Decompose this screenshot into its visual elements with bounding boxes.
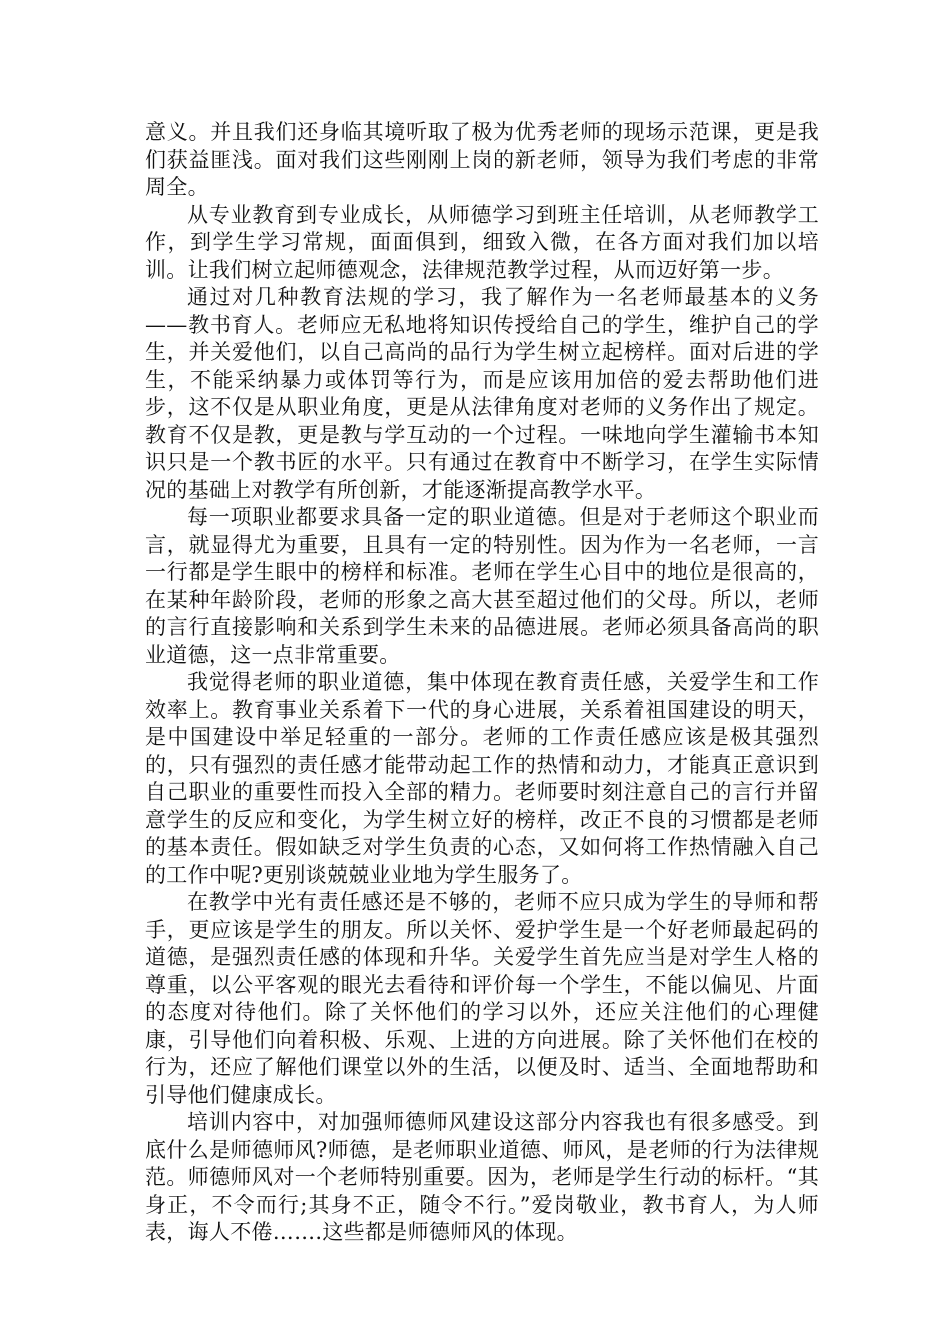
document-body xyxy=(145,119,819,1247)
paragraph-2: 从专业教育到专业成长，从师德学习到班主任培训，从老师教学工作，到学生学习常规，面面俱到，细致入微，在各方面对我们加以培训。让我们树立起师德观念，法律规范教学过程，从而迈好第一步。 xyxy=(145,202,819,282)
paragraph-5: 我觉得老师的职业道德，集中体现在教育责任感，关爱学生和工作效率上。教育事业关系着下一代的身心进展，关系着祖国建设的明天，是中国建设中举足轻重的一部分。老师的工作责任感应该是极其强烈的，只有强烈的责任感才能带动起工作的热情和动力，才能真正意识到自己职业的重要性而投入全部的精力。老师要时刻注意自己的言行并留意学生的反应和变化，为学生树立好的榜样，改正不良的习惯都是老师的基本责任。假如缺乏对学生负责的心态，又如何将工作热情融入自己的工作中呢?更别谈兢兢业业地为学生服务了。 xyxy=(145,670,819,887)
paragraph-6: 在教学中光有责任感还是不够的，老师不应只成为学生的导师和帮手，更应该是学生的朋友。所以关怀、爱护学生是一个好老师最起码的道德，是强烈责任感的体现和升华。关爱学生首先应当是对学生人格的尊重，以公平客观的眼光去看待和评价每一个学生，不能以偏见、片面的态度对待他们。除了关怀他们的学习以外，还应关注他们的心理健康，引导他们向着积极、乐观、上进的方向进展。除了关怀他们在校的行为，还应了解他们课堂以外的生活，以便及时、适当、全面地帮助和引导他们健康成长。 xyxy=(145,890,819,1107)
paragraph-3: 通过对几种教育法规的学习，我了解作为一名老师最基本的义务——教书育人。老师应无私地将知识传授给自己的学生，维护自己的学生，并关爱他们，以自己高尚的品行为学生树立起榜样。面对后进的学生，不能采纳暴力或体罚等行为，而是应该用加倍的爱去帮助他们进步，这不仅是从职业角度，更是从法律角度对老师的义务作出了规定。教育不仅是教，更是教与学互动的一个过程。一味地向学生灌输书本知识只是一个教书匠的水平。只有通过在教育中不断学习，在学生实际情况的基础上对教学有所创新，才能逐渐提高教学水平。 xyxy=(145,285,819,502)
paragraph-7: 培训内容中，对加强师德师风建设这部分内容我也有很多感受。到底什么是师德师风?师德，是老师职业道德、师风，是老师的行为法律规范。师德师风对一个老师特别重要。因为，老师是学生行动的标杆。“其身正，不令而行;其身不正，随令不行。”爱岗敬业，教书育人，为人师表，诲人不倦…….这些都是师德师风的体现。 xyxy=(145,1110,819,1244)
paragraph-1: 意义。并且我们还身临其境听取了极为优秀老师的现场示范课，更是我们获益匪浅。面对我们这些刚刚上岗的新老师，领导为我们考虑的非常周全。 xyxy=(145,120,819,199)
paragraph-4: 每一项职业都要求具备一定的职业道德。但是对于老师这个职业而言，就显得尤为重要，且具有一定的特别性。因为作为一名老师，一言一行都是学生眼中的榜样和标准。老师在学生心目中的地位是很高的，在某种年龄阶段，老师的形象之高大甚至超过他们的父母。所以，老师的言行直接影响和关系到学生未来的品德进展。老师必须具备高尚的职业道德，这一点非常重要。 xyxy=(145,505,819,667)
